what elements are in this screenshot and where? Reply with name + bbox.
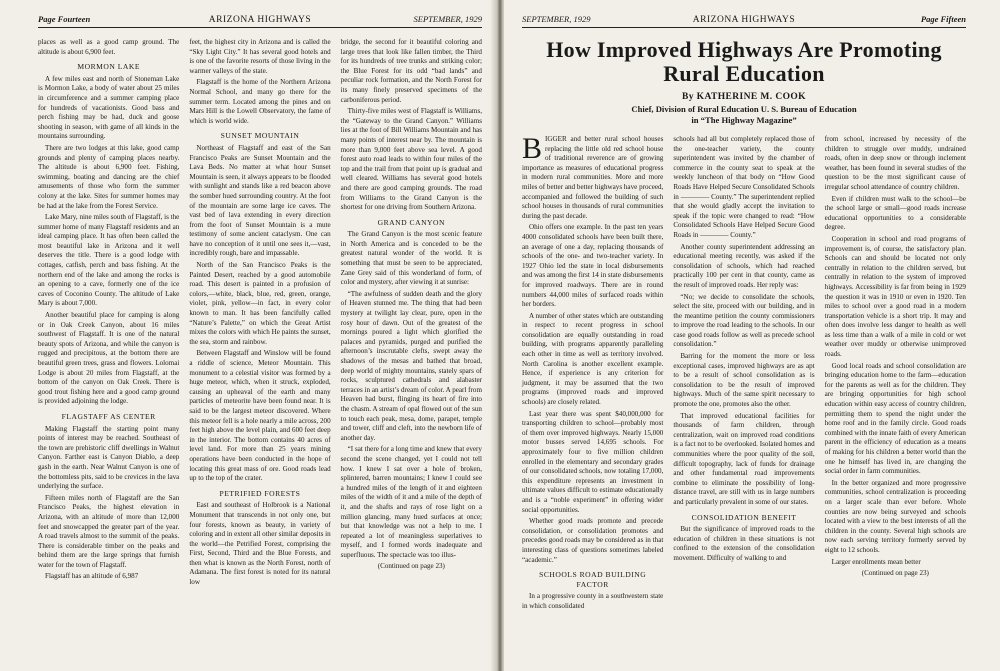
right-page bbox=[504, 0, 1000, 671]
paragraph: Barring for the moment the more or less exceptional cases, improved highways are as apt to be a result of school consolidation as is consolidation to be the result of improved highways. Much of the same spirit necessary to promote the one, promotes also the other. bbox=[673, 352, 815, 409]
paragraph: bridge, the second for it beautiful coloring and large trees that look like fallen timber, the Third for its hundreds of tree trunks and striking color; the Blue Forest for its odd “bad lands” and peculiar rock formation, and the North Forest for its many finely preserved specimens of the carboniferous period. bbox=[340, 38, 482, 104]
section-heading: PETRIFIED FORESTS bbox=[219, 488, 301, 498]
right-running-head bbox=[522, 14, 966, 28]
text-column bbox=[522, 132, 664, 614]
paragraph bbox=[522, 132, 664, 221]
section-heading: CONSOLIDATION BENEFIT bbox=[691, 512, 797, 522]
text-column bbox=[38, 38, 179, 590]
paragraph: In a progressive county in a southwestern state in which consolidated bbox=[522, 592, 664, 610]
paragraph: But the significance of improved roads to the education of children in these situations is not confined to the extension of the consolidation movement. Difficulty of walking to and bbox=[673, 525, 815, 562]
paragraph: A number of other states which are outstanding in respect to recent progress in school consolidation are equally outstanding in road building, with programs apparently paralleling each other in time as well as territory involved. North Carolina is another excellent example. Hence, if experience is any criterion for judgment, it may be assumed that the two programs (improved roads and improved schools) are closely related. bbox=[522, 311, 664, 407]
paragraph: places as well as a good camp ground. The altitude is about 6,900 feet. bbox=[38, 38, 180, 56]
paragraph: Ohio offers one example. In the past ten years 4000 consolidated schools have been built there, an average of one a day, replacing thousands of schools of the one- and two-teacher variety. In 1927 Ohio led the state in local disbursements and was among the first 14 in state disbursements for improved roadways. There are in round numbers 44,000 miles of surfaced roads within her borders. bbox=[522, 223, 664, 309]
paragraph: Cooperation in school and road programs of improvement is, of course, the satisfactory plan. Schools can and should be located not only centrally in relation to the children served, but centrally in relation to the system of improved highways. Accessibility is far from being in 1929 the question it was in 1910 or even in 1920. Ten miles to school over a good road in a modern transportation vehicle is a short trip. It may and often does involve less danger to health as well as less time than a walk of a mile in cold or wet weather over muddy or otherwise unimproved roads. bbox=[824, 234, 966, 359]
paragraph: Lake Mary, nine miles south of Flagstaff, is the summer home of many Flagstaff residents and an ideal camping place. It has often been called the most beautiful lake in Arizona and it well deserves the title. There is a good lodge with cottages, catfish, perch and bass fishing. At the northern end of the lake and among the rocks is an opening to a cave, formerly one of the ice caves of Coconino County. The altitude of Lake Mary is about 7,000. bbox=[38, 213, 180, 308]
paragraph: Even if children must walk to the school—be the school large or small—good roads increase educational opportunities to a considerable degree. bbox=[824, 194, 966, 232]
paragraph: Flagstaff is the home of the Northern Arizona Normal School, and many go there for the summer term. Located among the pines and on Mars Hill is the Lowell Observatory, the fame of which is world wide. bbox=[189, 78, 331, 125]
paragraph-text: IGGER and better rural school houses replacing the little old red school house of traditional reverence are of growing importance as measures of educational progress in modern rural communities. More and more miles of better and better highways have proceed, accompanied and followed the building of such school houses in thousands of rural communities during the past decade. bbox=[522, 135, 664, 220]
issue-date: SEPTEMBER, 1929 bbox=[413, 14, 482, 24]
text-column bbox=[673, 135, 814, 614]
issue-date: SEPTEMBER, 1929 bbox=[522, 14, 591, 24]
paragraph: Fifteen miles north of Flagstaff are the San Francisco Peaks, the highest elevation in Arizona, with an altitude of more than 12,000 feet and snowcapped the greater part of the year. A road travels almost to the summit of the peaks. There is considerable timber on the peaks and behind them are the large springs that furnish water for the town of Flagstaff. bbox=[38, 493, 180, 569]
section-heading: FLAGSTAFF AS CENTER bbox=[61, 411, 156, 421]
section-heading: SUNSET MOUNTAIN bbox=[220, 131, 300, 141]
page-number: Page Fourteen bbox=[38, 14, 91, 24]
paragraph: There are two lodges at this lake, good camp grounds and plenty of camping places nearby. The altitude is about 6,900 feet. Fishing, swimming, boating and dancing are the chief amusements of those who form the summer colony at the lake. Sites for summer homes may be had at the lake from the Forest Service. bbox=[38, 143, 180, 210]
section-heading: MORMON LAKE bbox=[77, 62, 140, 72]
author-affiliation: Chief, Division of Rural Education U. S. Bureau of Education bbox=[631, 104, 857, 114]
paragraph: Another county superintendent addressing an educational meeting recently, was asked if the consolidation of schools, which had reached practically 100 per cent in that county, came as the result of improved roads. Her reply was: bbox=[673, 242, 815, 289]
paragraph: In the better organized and more progressive communities, school centralization is proceeding on a larger scale than ever before. Whole counties are now being surveyed and schools located with a view to the best interests of all the children in the county. Several high schools are now each serving territory formerly served by eight to 12 schools. bbox=[824, 478, 966, 554]
paragraph: Thirty-five miles west of Flagstaff is Williams, the “Gateway to the Grand Canyon.” Williams lies at the foot of Bill Williams Mountain and has many points of interest near by. The mountain is more than 9,000 feet above sea level. A good forest auto road leads to within four miles of the top and the trail from that point up is gradual and well cleared. Williams has several good hotels and there are good camping grounds. The road from Williams to the Grand Canyon is the shortest for one driving from Southern Arizona. bbox=[340, 107, 482, 212]
paragraph: Good local roads and school consolidation are bringing education home to the farm—education for the parents as well as for the children. They are bringing opportunities for high school education within easy access of country children, permitting them to spend the night under the home roof and in the family circle. Good roads combined with the innate faith of every American parent in the efficiency of education as a means of making for his children a better world than the one he himself has lived in, are changing the social order in farm communities. bbox=[824, 361, 966, 476]
paragraph: “I sat there for a long time and knew that every second the scene changed, yet I could not tell how. I knew I sat over a hole of broken, splintered, barren mountains; I knew I could see a hundred miles of the length of it and eighteen miles of the width of it and a mile of the depth of it, and the shafts and rays of rose light on a million glancing, many hued surfaces at once; but that knowledge was not a help to me. I repeated a lot of meaningless superlatives to myself, and I formed words inadequate and superfluous. The spectacle was too illus- bbox=[340, 445, 482, 559]
left-page bbox=[0, 0, 496, 671]
paragraph: “No; we decide to consolidate the schools, select the site, proceed with our building, and in the meantime petition the county commissioners to improve the road leading to the schools. In our case good roads follow as well as precede school consolidation.” bbox=[673, 292, 815, 349]
paragraph: Larger enrollments mean better bbox=[831, 557, 921, 566]
article-title-line: How Improved Highways Are Promoting bbox=[546, 37, 942, 62]
article-title-line: Rural Education bbox=[663, 61, 825, 86]
text-column bbox=[341, 38, 482, 590]
paragraph: Flagstaff has an altitude of 6,987 bbox=[45, 572, 139, 581]
text-column bbox=[189, 38, 330, 590]
paragraph: “The awfulness of sudden death and the glory of Heaven stunned me. The thing that had been mystery at twilight lay clear, pure, open in the rosy hour of dawn. Out of the greatest of the mornings poured a light which glorified the palaces and pyramids, purged and purified the afternoon’s inscrutable clefts, swept away the shadows of the mesas and bathed that broad, deep world of mighty mountains, stately spars of rocks, sculptured cathedrals and alabaster terraces in an artist’s dream of color. A pearl from Heaven had burst, flinging its heart of fire into the chasm. A stream of opal flowed out of the sun to touch each peak, mesa, dome, parapet, temple and tower, cliff and cleft, into the newborn life of another day. bbox=[340, 289, 482, 442]
paragraph: Whether good roads promote and precede consolidation, or consolidation promotes and precedes good roads may be considered as in that interesting class of questions sometimes labeled “academic.” bbox=[522, 517, 664, 564]
article-header bbox=[522, 38, 966, 125]
magazine-title: ARIZONA HIGHWAYS bbox=[692, 15, 796, 25]
paragraph: Making Flagstaff the starting point many points of interest may be reached. Southeast of the town are prehistoric cliff dwellings in Walnut Canyon. Farther east is Canyon Diablo, a deep gash in the earth. Near Walnut Canyon is one of the bottomless pits, said to be crevices in the lava underlying the surface. bbox=[38, 424, 180, 491]
section-heading: SCHOOLS ROAD BUILDING FACTOR bbox=[539, 570, 647, 589]
paragraph: feet, the highest city in Arizona and is called the “Sky Light City.” It has several good hotels and is one of the favorite resorts of those living in the warmer valleys of the state. bbox=[189, 38, 331, 75]
paragraph: Northeast of Flagstaff and east of the San Francisco Peaks are Sunset Mountain and the Lava Beds. No matter at what hour Sunset Mountain is seen, it always appears to be flooded with sunlight and stands like a red beacon above the somber hued surrounding country. At the foot of the mountain are some large ice caves. The vast bed of lava extending in every direction from the foot of Sunset Mountain is a mute testimony of some ancient cataclysm. One can have no conception of it until one sees it,—vast, incredibly rough, bare and impassable. bbox=[189, 143, 331, 258]
byline: By KATHERINE M. COOK bbox=[682, 92, 806, 102]
paragraph: Last year there was spent $40,000,000 for transporting children to school—probably most of them over improved highways. Nearly 15,000 motor busses served 14,695 schools. For approximately four to five million children enrolled in the elementary and secondary grades of our consolidated schools, now totaling 17,000, this expenditure represents an investment in ultimate values difficult to estimate educationally and is a “noble experiment” in offering wider social opportunities. bbox=[522, 409, 664, 514]
paragraph: The Grand Canyon is the most scenic feature in North America and is conceded to be the greatest natural wonder of the world. It is something that must be seen to be appreciated, Zane Grey said of this wonderland of form, of color and mystery, after viewing it at sunrise: bbox=[340, 230, 482, 287]
article-title bbox=[522, 38, 966, 86]
paragraph: East and southeast of Holbrook is a National Monument that transcends in not only one, but four forests, known as beauty, in variety of coloring and in extent all other similar deposits in the world—the Petrified Forest, comprising the First, Second, Third and the Blue Forests, and then what is known as the North Forest, north of Adamana. The first forest is noted for its natural low bbox=[189, 501, 331, 587]
drop-cap: B bbox=[522, 132, 543, 165]
paragraph: Between Flagstaff and Winslow will be found a riddle of science, Meteor Mountain. This monument to a celestial visitor was formed by a huge meteor, which, when it struck, exploded, causing an upheaval of the earth and many particles of meteorite have been found near. It is said to be the largest meteor discovered. Where this meteor fell is a hole nearly a mile across, 200 feet high above the level plain, and 600 feet deep in the interior. The bottom contains 40 acres of level land. For more than 25 years mining operations have been conducted in the hope of locating this great mass of ore. Good roads lead up to the top of the crater. bbox=[189, 349, 331, 483]
paragraph: That improved educational facilities for thousands of farm children, through centralization, wait on improved road conditions is a fact not to be overlooked. Isolated homes and communities where the poor quality of the soil, difficult topography, lack of funds for drainage and other fundamental road improvements combine to eliminate the possibility of long-distance travel, are still with us in large numbers and particularly prevalent in some of our states. bbox=[673, 411, 815, 506]
page-number: Page Fifteen bbox=[920, 14, 966, 24]
paragraph: A few miles east and north of Stoneman Lake is Mormon Lake, a body of water about 25 miles in circumference and a summer camping place for hundreds of vacationists. Good bass and perch fishing may be had, duck and goose shooting in season, with game of all kinds in the mountains surrounding. bbox=[38, 74, 180, 141]
paragraph: North of the San Francisco Peaks is the Painted Desert, reached by a good automobile road. This desert is painted in a profusion of colors,—white, black, blue, red, green, orange, violet, pink, yellow—in fact, in every color known to man. It has been fancifully called “Nature’s Palette,” on which the Great Artist mixes the colors with which He paints the sunset, the sea, storm and rainbow. bbox=[189, 261, 331, 346]
section-heading: GRAND CANYON bbox=[377, 217, 446, 227]
continued-note: (Continued on page 23) bbox=[861, 569, 929, 578]
paragraph: Another beautiful place for camping is along or in Oak Creek Canyon, about 16 miles southwest of Flagstaff. It is one of the natural beauty spots of Arizona, and while the canyon is rugged and precipitous, at the bottom there are beautiful green trees, grass and flowers. Lolomai Lodge is about 20 miles from Flagstaff, at the bottom of the canyon on Oak Creek. There is good trout fishing here and a good camp ground is provided adjoining the lodge. bbox=[38, 311, 180, 406]
left-columns bbox=[38, 38, 482, 590]
magazine-title: ARIZONA HIGHWAYS bbox=[208, 15, 312, 25]
continued-note: (Continued on page 23) bbox=[377, 562, 445, 571]
text-column bbox=[825, 135, 966, 614]
paragraph: schools had all but completely replaced those of the one-teacher variety, the county superintendent was invited by the chamber of commerce in the county seat to speak at the weekly luncheon of that body on “How Good Roads Have Helped Secure Consolidated Schools in ———— County.” The superintendent replied that she would gladly accept the invitation to speak if the topic were changed to read: “How Consolidated Schools Have Helped Secure Good Roads in ———— County.” bbox=[673, 135, 815, 239]
paragraph: from school, increased by necessity of the children to struggle over muddy, undrained roads, often in deep snow or through inclement weather, has been found in several studies of the question to be the most significant cause of irregular school attendance of country children. bbox=[824, 135, 966, 191]
source-note: in “The Highway Magazine” bbox=[691, 115, 797, 125]
right-columns bbox=[522, 132, 966, 614]
left-running-head bbox=[38, 14, 482, 28]
